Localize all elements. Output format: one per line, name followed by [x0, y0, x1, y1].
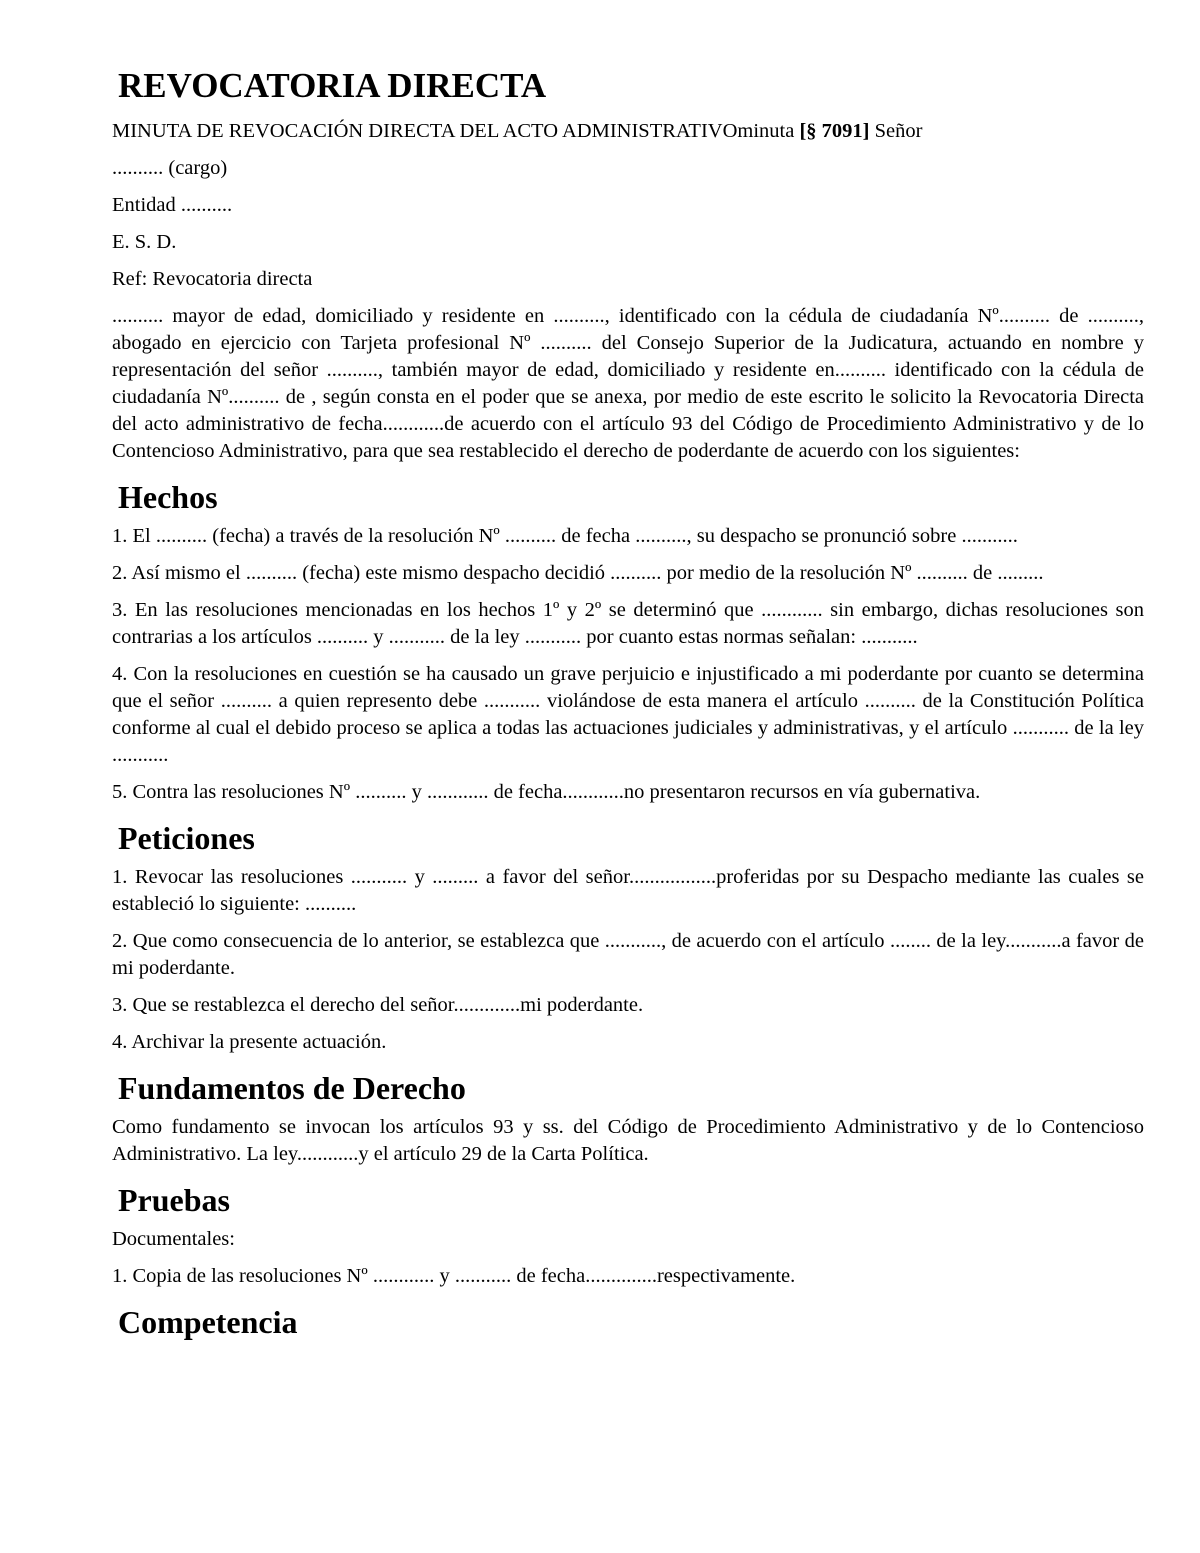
esd-line: E. S. D.: [112, 231, 177, 253]
intro-paragraph: .......... mayor de edad, domiciliado y residente en .........., identificado con la cédula de ciudadanía Nº.......... de .........., abogado en ejercicio con Tarjeta profesional Nº .......... del Consejo Superior de la Judicatura, actuando en nombre y representación del señor .........., también mayor de edad, domiciliado y residente en.......... identificado con la cédula de ciudadanía Nº.......... de , según consta en el poder que se anexa, por medio de este escrito le solicito la Revocatoria Directa del acto administrativo de fecha............de acuerdo con el artículo 93 del Código de Procedimiento Administrativo y de lo Contencioso Administrativo, para que sea restablecido el derecho de poderdante de acuerdo con los siguientes:: [112, 305, 1144, 462]
peticiones-heading: Peticiones: [118, 820, 255, 856]
competencia-heading: Competencia: [118, 1304, 298, 1340]
hechos-item: 2. Así mismo el .......... (fecha) este mismo despacho decidió .......... por medio de la resolución Nº .......... de .........: [112, 562, 1044, 584]
cargo-line: .......... (cargo): [112, 157, 228, 179]
peticiones-item: 1. Revocar las resoluciones ........... y ......... a favor del señor.................proferidas por su Despacho mediante las cuales se estableció lo siguiente: ..........: [112, 866, 1144, 915]
fundamentos-heading: Fundamentos de Derecho: [118, 1070, 466, 1106]
hechos-item: 3. En las resoluciones mencionadas en los hechos 1º y 2º se determinó que ............ sin embargo, dichas resoluciones son contrarias a los artículos .......... y ........... de la ley ........... por cuanto estas normas señalan: ...........: [112, 599, 1144, 648]
minuta-ref: [§ 7091]: [799, 120, 870, 142]
document-title: REVOCATORIA DIRECTA: [118, 66, 547, 105]
minuta-prefix: MINUTA DE REVOCACIÓN DIRECTA DEL ACTO ADMINISTRATIVOminuta: [112, 120, 800, 142]
hechos-heading: Hechos: [118, 479, 218, 515]
pruebas-label: Documentales:: [112, 1228, 235, 1250]
peticiones-item: 3. Que se restablezca el derecho del señor.............mi poderdante.: [112, 994, 644, 1016]
hechos-item: 4. Con la resoluciones en cuestión se ha causado un grave perjuicio e injustificado a mi poderdante por cuanto se determina que el señor .......... a quien represento debe ........... violándose de esta manera el artículo .......... de la Constitución Política conforme al cual el debido proceso se aplica a todas las actuaciones judiciales y administrativas, y el artículo ........... de la ley ...........: [112, 663, 1144, 766]
minuta-suffix: Señor: [869, 120, 923, 142]
entidad-line: Entidad ..........: [112, 194, 233, 216]
peticiones-item: 4. Archivar la presente actuación.: [112, 1031, 387, 1053]
hechos-item: 1. El .......... (fecha) a través de la resolución Nº .......... de fecha .........., su despacho se pronunció sobre ...........: [112, 525, 1018, 547]
document-page: [112, 62, 1144, 1348]
peticiones-item: 2. Que como consecuencia de lo anterior, se establezca que ..........., de acuerdo con el artículo ........ de la ley...........a favor de mi poderdante.: [112, 930, 1144, 979]
pruebas-item: 1. Copia de las resoluciones Nº ............ y ........... de fecha..............respectivamente.: [112, 1265, 796, 1287]
pruebas-heading: Pruebas: [118, 1182, 230, 1218]
minuta-line: [112, 118, 1144, 145]
hechos-item: 5. Contra las resoluciones Nº .......... y ............ de fecha............no presentaron recursos en vía gubernativa.: [112, 781, 981, 803]
ref-line: Ref: Revocatoria directa: [112, 268, 313, 290]
fundamentos-text: Como fundamento se invocan los artículos 93 y ss. del Código de Procedimiento Administrativo y de lo Contencioso Administrativo. La ley............y el artículo 29 de la Carta Política.: [112, 1116, 1144, 1165]
